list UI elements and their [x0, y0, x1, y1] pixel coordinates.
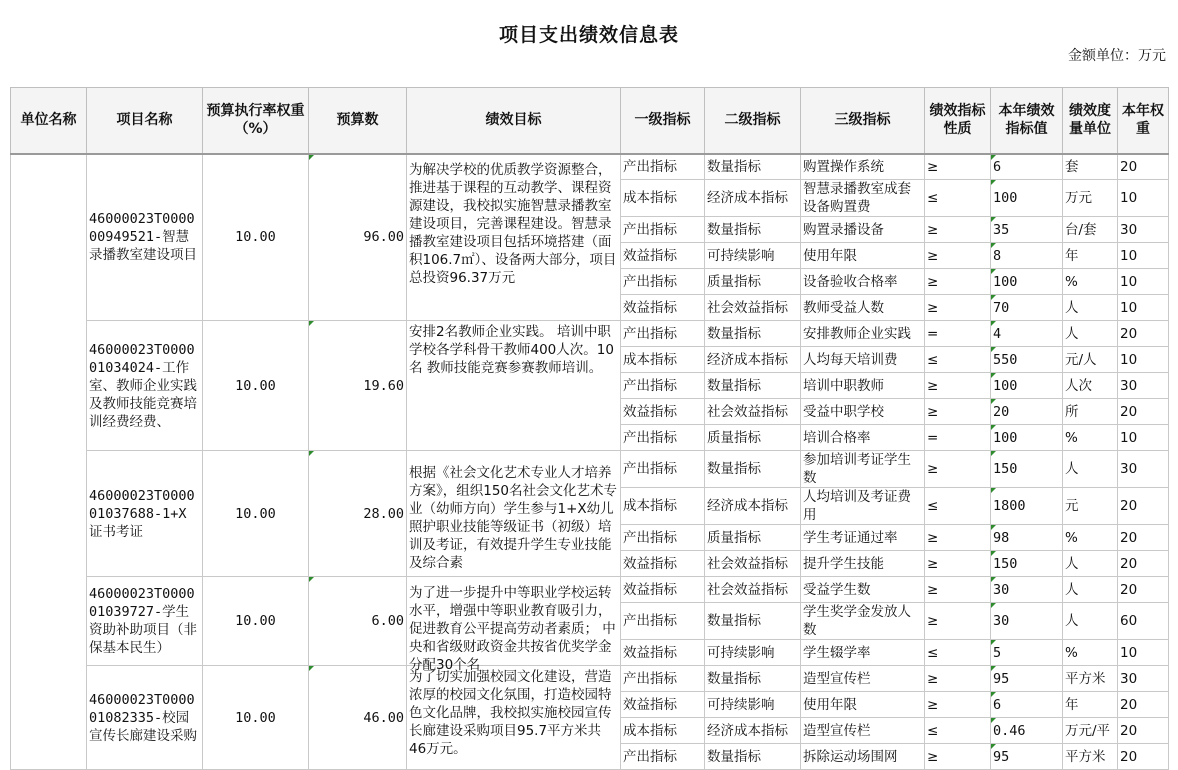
value-cell[interactable]	[991, 577, 1063, 603]
nature-cell[interactable]: ≥	[925, 666, 991, 692]
level3-cell[interactable]: 学生辍学率	[801, 640, 925, 666]
weight-cell[interactable]: 20	[1118, 399, 1169, 425]
level2-cell[interactable]: 数量指标	[705, 321, 801, 347]
value-text: 6	[993, 158, 1002, 175]
measure-unit-cell[interactable]: 平方米	[1063, 666, 1118, 692]
measure-unit-cell[interactable]: 人次	[1063, 373, 1118, 399]
level2-cell[interactable]: 数量指标	[705, 154, 801, 180]
cell-marker	[991, 321, 996, 326]
level3-cell[interactable]: 智慧录播教室成套设备购置费	[801, 180, 925, 217]
level1-cell[interactable]: 效益指标	[621, 243, 705, 269]
level3-cell[interactable]: 设备验收合格率	[801, 269, 925, 295]
value-cell[interactable]	[991, 666, 1063, 692]
cell-marker	[309, 666, 314, 671]
col-indicator-value[interactable]: 本年绩效指标值	[991, 88, 1063, 154]
measure-unit-cell[interactable]: %	[1063, 269, 1118, 295]
value-cell[interactable]	[991, 744, 1063, 770]
col-budget[interactable]: 预算数	[309, 88, 407, 154]
col-measure-unit[interactable]: 绩效度量单位	[1063, 88, 1118, 154]
value-text: 95	[993, 748, 1010, 765]
nature-cell[interactable]: =	[925, 425, 991, 451]
goal-cell[interactable]	[407, 451, 621, 577]
value-cell[interactable]	[991, 243, 1063, 269]
budget-value: 19.60	[363, 377, 404, 394]
level3-cell[interactable]: 使用年限	[801, 243, 925, 269]
weight-cell[interactable]: 60	[1118, 603, 1169, 640]
level3-cell[interactable]: 购置操作系统	[801, 154, 925, 180]
nature-cell[interactable]: ≥	[925, 692, 991, 718]
level1-cell[interactable]: 成本指标	[621, 718, 705, 744]
nature-cell[interactable]: ≤	[925, 718, 991, 744]
level3-cell[interactable]: 受益中职学校	[801, 399, 925, 425]
level2-cell[interactable]: 经济成本指标	[705, 718, 801, 744]
value-text: 30	[993, 613, 1010, 629]
value-text: 35	[993, 221, 1010, 238]
col-indicator-nature[interactable]: 绩效指标性质	[925, 88, 991, 154]
value-cell[interactable]	[991, 347, 1063, 373]
nature-cell[interactable]: ≥	[925, 551, 991, 577]
weight-cell[interactable]: 20	[1118, 692, 1169, 718]
budget-cell[interactable]	[309, 666, 407, 770]
measure-unit-cell[interactable]: 人	[1063, 577, 1118, 603]
measure-unit-cell[interactable]: 人	[1063, 321, 1118, 347]
level3-cell[interactable]: 造型宣传栏	[801, 666, 925, 692]
project-name-cell[interactable]: 46000023T000001034024-工作室、教师企业实践及教师技能竞赛培训经费经费、	[87, 321, 203, 451]
nature-cell[interactable]: ≥	[925, 451, 991, 488]
level3-cell[interactable]: 培训中职教师	[801, 373, 925, 399]
goal-cell[interactable]	[407, 577, 621, 673]
cell-marker	[991, 269, 996, 274]
col-weight[interactable]: 本年权重	[1118, 88, 1169, 154]
exec-rate-cell[interactable]: 10.00	[203, 666, 309, 770]
level1-cell[interactable]: 效益指标	[621, 551, 705, 577]
level3-cell[interactable]: 教师受益人数	[801, 295, 925, 321]
goal-text: 为解决学校的优质教学资源整合，推进基于课程的互动教学、课程资源建设，我校拟实施智慧录播教室建设项目，完善课程建设。智慧录播教室建设项目包括环境搭建（面积106.7㎡）、设备两大部分，项目总投资96.37万元	[409, 162, 617, 287]
level2-cell[interactable]: 可持续影响	[705, 243, 801, 269]
level2-cell[interactable]: 数量指标	[705, 666, 801, 692]
level2-cell[interactable]: 可持续影响	[705, 692, 801, 718]
level1-cell[interactable]: 成本指标	[621, 347, 705, 373]
page-title: 项目支出绩效信息表	[498, 24, 679, 46]
weight-cell[interactable]: 30	[1118, 373, 1169, 399]
weight-cell[interactable]: 10	[1118, 180, 1169, 217]
project-name-cell[interactable]: 46000023T000000949521-智慧录播教室建设项目	[87, 154, 203, 321]
value-cell[interactable]	[991, 269, 1063, 295]
cell-marker	[991, 640, 996, 645]
nature-cell[interactable]: ≥	[925, 577, 991, 603]
level2-cell[interactable]: 可持续影响	[705, 640, 801, 666]
nature-cell[interactable]: ≥	[925, 243, 991, 269]
col-level2-indicator[interactable]: 二级指标	[705, 88, 801, 154]
level1-cell[interactable]: 产出指标	[621, 269, 705, 295]
performance-table	[10, 87, 1169, 770]
measure-unit-cell[interactable]: 人	[1063, 603, 1118, 640]
value-cell[interactable]	[991, 217, 1063, 243]
value-text: 30	[993, 581, 1010, 598]
value-text: 150	[993, 461, 1018, 477]
level1-cell[interactable]: 成本指标	[621, 488, 705, 525]
weight-cell[interactable]: 20	[1118, 744, 1169, 770]
nature-cell[interactable]: ≥	[925, 373, 991, 399]
value-cell[interactable]	[991, 154, 1063, 180]
level1-cell[interactable]: 效益指标	[621, 577, 705, 603]
measure-unit-cell[interactable]: 万元/平	[1063, 718, 1118, 744]
level2-cell[interactable]: 数量指标	[705, 744, 801, 770]
table-row	[11, 577, 1169, 603]
budget-value: 96.00	[363, 229, 404, 246]
table-row	[11, 321, 1169, 347]
level1-cell[interactable]: 产出指标	[621, 373, 705, 399]
measure-unit-cell[interactable]: 所	[1063, 399, 1118, 425]
value-cell[interactable]	[991, 525, 1063, 551]
exec-rate-cell[interactable]: 10.00	[203, 577, 309, 666]
level1-cell[interactable]: 产出指标	[621, 425, 705, 451]
value-cell[interactable]	[991, 692, 1063, 718]
value-text: 100	[993, 377, 1018, 394]
measure-unit-cell[interactable]: 平方米	[1063, 744, 1118, 770]
measure-unit-cell[interactable]: 万元	[1063, 180, 1118, 217]
nature-cell[interactable]: ≤	[925, 488, 991, 525]
cell-marker	[991, 603, 996, 608]
level1-cell[interactable]: 产出指标	[621, 603, 705, 640]
nature-cell[interactable]: ≥	[925, 154, 991, 180]
weight-cell[interactable]: 30	[1118, 666, 1169, 692]
value-cell[interactable]	[991, 451, 1063, 488]
weight-cell[interactable]: 20	[1118, 488, 1169, 525]
goal-cell[interactable]	[407, 666, 621, 770]
table-row	[11, 154, 1169, 180]
value-text: 8	[993, 247, 1002, 264]
value-text: 95	[993, 670, 1010, 687]
value-text: 100	[993, 273, 1018, 290]
nature-cell[interactable]: ≥	[925, 525, 991, 551]
level3-cell[interactable]: 提升学生技能	[801, 551, 925, 577]
level3-cell[interactable]: 购置录播设备	[801, 217, 925, 243]
project-name-cell[interactable]: 46000023T000001082335-校园宣传长廊建设采购	[87, 666, 203, 770]
level1-cell[interactable]: 效益指标	[621, 295, 705, 321]
level2-cell[interactable]: 社会效益指标	[705, 577, 801, 603]
weight-cell[interactable]: 20	[1118, 577, 1169, 603]
goal-cell[interactable]	[407, 321, 621, 451]
goal-text: 为了进一步提升中等职业学校运转水平，增强中等职业教育吸引力，促进教育公平提高劳动者素质； 中央和省级财政资金共按省优奖学金分配30个名	[409, 585, 616, 673]
measure-unit-cell[interactable]: 套	[1063, 154, 1118, 180]
cell-marker	[991, 551, 996, 556]
value-text: 4	[993, 325, 1002, 342]
nature-cell[interactable]: ≥	[925, 744, 991, 770]
value-text: 20	[993, 403, 1010, 420]
level2-cell[interactable]: 社会效益指标	[705, 551, 801, 577]
nature-cell[interactable]: ≥	[925, 295, 991, 321]
value-cell[interactable]	[991, 603, 1063, 640]
level1-cell[interactable]: 产出指标	[621, 217, 705, 243]
cell-marker	[309, 321, 314, 326]
exec-rate-cell[interactable]: 10.00	[203, 154, 309, 321]
level2-cell[interactable]: 质量指标	[705, 425, 801, 451]
weight-cell[interactable]: 10	[1118, 295, 1169, 321]
level3-cell[interactable]: 使用年限	[801, 692, 925, 718]
level1-cell[interactable]: 产出指标	[621, 666, 705, 692]
level2-cell[interactable]: 经济成本指标	[705, 488, 801, 525]
level2-cell[interactable]: 社会效益指标	[705, 295, 801, 321]
nature-cell[interactable]: ≥	[925, 269, 991, 295]
exec-rate-cell[interactable]: 10.00	[203, 451, 309, 577]
amount-unit-label: 金额单位：万元	[1068, 48, 1166, 64]
cell-marker	[991, 347, 996, 352]
cell-marker	[991, 525, 996, 530]
col-level3-indicator[interactable]: 三级指标	[801, 88, 925, 154]
level2-cell[interactable]: 数量指标	[705, 603, 801, 640]
value-cell[interactable]	[991, 321, 1063, 347]
value-cell[interactable]	[991, 640, 1063, 666]
cell-marker	[991, 744, 996, 749]
level2-cell[interactable]: 数量指标	[705, 217, 801, 243]
weight-cell[interactable]: 10	[1118, 269, 1169, 295]
cell-marker	[991, 425, 996, 430]
value-text: 550	[993, 351, 1018, 368]
measure-unit-cell[interactable]: 人	[1063, 295, 1118, 321]
level3-cell[interactable]: 学生奖学金发放人数	[801, 603, 925, 640]
level1-cell[interactable]: 效益指标	[621, 692, 705, 718]
value-text: 70	[993, 299, 1010, 316]
measure-unit-cell[interactable]: %	[1063, 525, 1118, 551]
value-text: 150	[993, 555, 1018, 572]
cell-marker	[991, 295, 996, 300]
weight-cell[interactable]: 20	[1118, 154, 1169, 180]
weight-cell[interactable]: 20	[1118, 321, 1169, 347]
level1-cell[interactable]: 效益指标	[621, 399, 705, 425]
budget-cell[interactable]	[309, 577, 407, 666]
measure-unit-cell[interactable]: 元	[1063, 488, 1118, 525]
cell-marker	[991, 577, 996, 582]
level3-cell[interactable]: 学生考证通过率	[801, 525, 925, 551]
measure-unit-cell[interactable]: 元/人	[1063, 347, 1118, 373]
value-text: 1800	[993, 498, 1026, 514]
value-text: 0.46	[993, 722, 1026, 739]
value-cell[interactable]	[991, 295, 1063, 321]
header-row	[11, 88, 1169, 154]
project-name-cell[interactable]: 46000023T000001037688-1+X证书考证	[87, 451, 203, 577]
measure-unit-cell[interactable]: 台/套	[1063, 217, 1118, 243]
level3-cell[interactable]: 人均培训及考证费用	[801, 488, 925, 525]
col-performance-goal[interactable]: 绩效目标	[407, 88, 621, 154]
nature-cell[interactable]: ≤	[925, 180, 991, 217]
level1-cell[interactable]: 效益指标	[621, 640, 705, 666]
level2-cell[interactable]: 经济成本指标	[705, 347, 801, 373]
weight-cell[interactable]: 20	[1118, 525, 1169, 551]
value-text: 100	[993, 190, 1018, 206]
budget-value: 46.00	[363, 709, 404, 726]
budget-cell[interactable]	[309, 451, 407, 577]
level2-cell[interactable]: 质量指标	[705, 525, 801, 551]
level3-cell[interactable]: 造型宣传栏	[801, 718, 925, 744]
col-project-name[interactable]: 项目名称	[87, 88, 203, 154]
value-cell[interactable]	[991, 373, 1063, 399]
value-cell[interactable]	[991, 399, 1063, 425]
weight-cell[interactable]: 30	[1118, 217, 1169, 243]
value-text: 5	[993, 644, 1002, 661]
value-cell[interactable]	[991, 180, 1063, 217]
unit-name-cell[interactable]	[11, 154, 87, 770]
cell-marker	[991, 217, 996, 222]
project-name-cell[interactable]: 46000023T000001039727-学生资助补助项目（非保基本民生）	[87, 577, 203, 666]
weight-cell[interactable]: 20	[1118, 551, 1169, 577]
cell-marker	[309, 451, 314, 456]
cell-marker	[991, 718, 996, 723]
cell-marker	[991, 666, 996, 671]
table-row	[11, 451, 1169, 488]
goal-text: 安排2名教师企业实践。 培训中职学校各学科骨干教师400人次。10名 教师技能竞赛参赛教师培训。	[409, 323, 614, 376]
budget-value: 28.00	[363, 505, 404, 522]
level2-cell[interactable]: 社会效益指标	[705, 399, 801, 425]
goal-cell[interactable]	[407, 154, 621, 321]
level1-cell[interactable]: 产出指标	[621, 451, 705, 488]
measure-unit-cell[interactable]: 人	[1063, 451, 1118, 488]
level3-cell[interactable]: 安排教师企业实践	[801, 321, 925, 347]
budget-value: 6.00	[371, 613, 404, 629]
level1-cell[interactable]: 成本指标	[621, 180, 705, 217]
table-row	[11, 666, 1169, 692]
nature-cell[interactable]: ≥	[925, 603, 991, 640]
cell-marker	[991, 243, 996, 248]
nature-cell[interactable]: ≥	[925, 217, 991, 243]
weight-cell[interactable]: 10	[1118, 640, 1169, 666]
value-cell[interactable]	[991, 488, 1063, 525]
measure-unit-cell[interactable]: 人	[1063, 551, 1118, 577]
weight-cell[interactable]: 10	[1118, 425, 1169, 451]
weight-cell[interactable]: 30	[1118, 451, 1169, 488]
level1-cell[interactable]: 产出指标	[621, 525, 705, 551]
value-text: 98	[993, 529, 1010, 546]
level2-cell[interactable]: 数量指标	[705, 373, 801, 399]
level3-cell[interactable]: 培训合格率	[801, 425, 925, 451]
nature-cell[interactable]: ≤	[925, 640, 991, 666]
cell-marker	[309, 577, 314, 582]
value-text: 100	[993, 429, 1018, 446]
budget-cell[interactable]	[309, 154, 407, 321]
measure-unit-cell[interactable]: %	[1063, 640, 1118, 666]
value-cell[interactable]	[991, 551, 1063, 577]
weight-cell[interactable]: 10	[1118, 243, 1169, 269]
level1-cell[interactable]: 产出指标	[621, 744, 705, 770]
weight-cell[interactable]: 20	[1118, 718, 1169, 744]
value-cell[interactable]	[991, 718, 1063, 744]
level3-cell[interactable]: 拆除运动场围网	[801, 744, 925, 770]
cell-marker	[991, 155, 996, 160]
cell-marker	[991, 488, 996, 493]
measure-unit-cell[interactable]: 年	[1063, 692, 1118, 718]
level3-cell[interactable]: 人均每天培训费	[801, 347, 925, 373]
exec-rate-cell[interactable]: 10.00	[203, 321, 309, 451]
cell-marker	[309, 155, 314, 160]
value-text: 6	[993, 696, 1002, 713]
goal-text: 根据《社会文化艺术专业人才培养方案》，组织150名社会文化艺术专业（幼师方向）学生参与1+X幼儿照护职业技能等级证书（初级）培训及考证，有效提升学生专业技能及综合素	[409, 464, 618, 571]
table-body	[11, 154, 1169, 770]
cell-marker	[991, 451, 996, 456]
level1-cell[interactable]: 产出指标	[621, 154, 705, 180]
goal-text: 为了切实加强校园文化建设，营造浓厚的校园文化氛围，打造校园特色文化品牌，我校拟实施校园宣传长廊建设采购项目95.7平方米共46万元。	[409, 668, 612, 757]
col-level1-indicator[interactable]: 一级指标	[621, 88, 705, 154]
cell-marker	[991, 180, 996, 185]
measure-unit-cell[interactable]: %	[1063, 425, 1118, 451]
value-cell[interactable]	[991, 425, 1063, 451]
nature-cell[interactable]: ≤	[925, 347, 991, 373]
level2-cell[interactable]: 数量指标	[705, 451, 801, 488]
level2-cell[interactable]: 经济成本指标	[705, 180, 801, 217]
cell-marker	[991, 399, 996, 404]
col-exec-rate-weight[interactable]: 预算执行率权重（%）	[203, 88, 309, 154]
weight-cell[interactable]: 10	[1118, 347, 1169, 373]
budget-cell[interactable]	[309, 321, 407, 451]
col-unit-name[interactable]: 单位名称	[11, 88, 87, 154]
level3-cell[interactable]: 受益学生数	[801, 577, 925, 603]
nature-cell[interactable]: ≥	[925, 399, 991, 425]
cell-marker	[991, 373, 996, 378]
level2-cell[interactable]: 质量指标	[705, 269, 801, 295]
level3-cell[interactable]: 参加培训考证学生数	[801, 451, 925, 488]
nature-cell[interactable]: =	[925, 321, 991, 347]
cell-marker	[991, 692, 996, 697]
measure-unit-cell[interactable]: 年	[1063, 243, 1118, 269]
level1-cell[interactable]: 产出指标	[621, 321, 705, 347]
